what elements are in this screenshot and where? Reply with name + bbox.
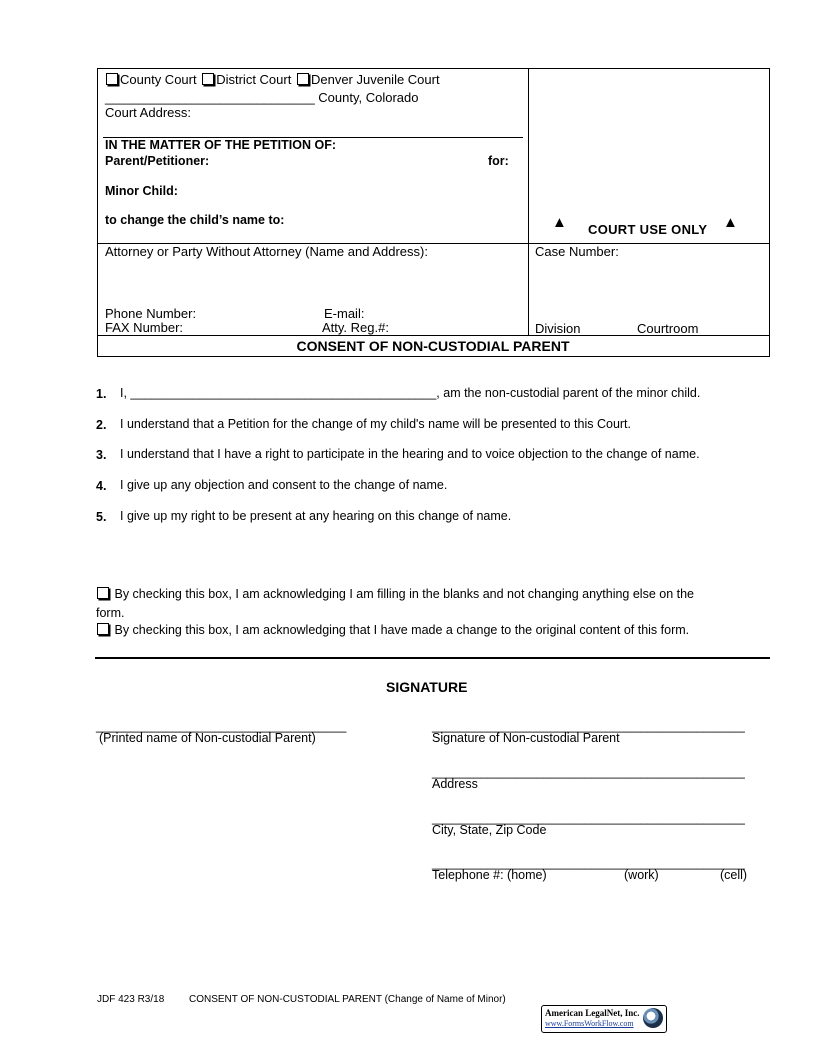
courtroom-label: Courtroom <box>637 321 699 336</box>
phone-label: Phone Number: <box>105 306 197 321</box>
county-court-label: County Court <box>120 72 197 87</box>
minor-child-label: Minor Child: <box>105 184 178 198</box>
statement-1-number: 1. <box>96 387 107 401</box>
statement-5-text: I give up my right to be present at any hearing on this change of name. <box>120 509 512 523</box>
court-address-label: Court Address: <box>105 105 191 120</box>
printed-name-line[interactable]: ____________________________________ <box>96 719 347 733</box>
signature-line[interactable]: _____________________________________________ <box>432 719 745 733</box>
matter-heading: IN THE MATTER OF THE PETITION OF: <box>105 138 337 152</box>
statement-4-text: I give up any objection and consent to the change of name. <box>120 478 448 492</box>
change-name-label: to change the child’s name to: <box>105 213 285 227</box>
statement-5-number: 5. <box>96 510 107 524</box>
cell-label: (cell) <box>720 868 748 882</box>
publisher-logo[interactable] <box>541 1005 667 1033</box>
county-court-checkbox[interactable] <box>106 73 118 85</box>
court-options <box>106 72 440 87</box>
email-label: E-mail: <box>324 306 365 321</box>
publisher-url[interactable]: www.FormsWorkFlow.com <box>545 1019 634 1028</box>
ack-checkbox-change-row <box>97 623 689 637</box>
telephone-line[interactable]: _____________________________________________ <box>432 856 745 870</box>
for-label: for: <box>488 154 509 168</box>
publisher-seal-icon <box>643 1008 663 1028</box>
footer-form-id: JDF 423 R3/18 <box>97 994 165 1005</box>
ack-blanks-text-cont: form. <box>96 606 125 620</box>
statement-2-text: I understand that a Petition for the change of my child's name will be presented to this Court. <box>120 417 632 431</box>
division-label: Division <box>535 321 581 336</box>
triangle-right-icon: ▲ <box>723 214 738 231</box>
case-number-label: Case Number: <box>535 244 619 259</box>
telephone-label: Telephone #: (home) <box>432 868 547 882</box>
address-line[interactable]: _____________________________________________ <box>432 765 745 779</box>
denver-juvenile-court-label: Denver Juvenile Court <box>310 72 440 87</box>
atty-reg-label: Atty. Reg.#: <box>322 320 389 335</box>
signature-label: Signature of Non-custodial Parent <box>432 731 620 745</box>
attorney-label: Attorney or Party Without Attorney (Name and Address): <box>105 244 428 259</box>
denver-juvenile-court-checkbox[interactable] <box>297 73 309 85</box>
form-title: CONSENT OF NON-CUSTODIAL PARENT <box>296 338 570 354</box>
parent-petitioner-label: Parent/Petitioner: <box>105 154 210 168</box>
district-court-label: District Court <box>216 72 292 87</box>
statement-1-text[interactable]: I, ____________________________________________, am the non-custodial parent of the minor child. <box>120 386 701 400</box>
statement-3-text: I understand that I have a right to participate in the hearing and to voice objection to the change of name. <box>120 447 700 461</box>
ack-checkbox-blanks-row <box>97 587 694 601</box>
ack-change-checkbox[interactable] <box>97 623 109 635</box>
court-use-only: COURT USE ONLY <box>588 222 708 237</box>
ack-change-text: By checking this box, I am acknowledging that I have made a change to the original content of this form. <box>114 623 690 637</box>
ack-blanks-checkbox[interactable] <box>97 587 109 599</box>
ack-blanks-text: By checking this box, I am acknowledging I am filling in the blanks and not changing anything else on the <box>114 587 695 601</box>
city-state-zip-line[interactable]: _____________________________________________ <box>432 811 745 825</box>
statement-3-number: 3. <box>96 448 107 462</box>
statement-4-number: 4. <box>96 479 107 493</box>
triangle-left-icon: ▲ <box>552 214 567 231</box>
section-divider <box>95 657 770 659</box>
work-label: (work) <box>624 868 659 882</box>
signature-heading: SIGNATURE <box>386 679 468 695</box>
city-state-zip-label: City, State, Zip Code <box>432 823 547 837</box>
county-line[interactable]: _____________________________ County, Colorado <box>105 90 419 105</box>
district-court-checkbox[interactable] <box>202 73 214 85</box>
printed-name-label: (Printed name of Non-custodial Parent) <box>99 731 316 745</box>
footer-form-name: CONSENT OF NON-CUSTODIAL PARENT (Change of Name of Minor) <box>189 994 506 1005</box>
fax-label: FAX Number: <box>105 320 184 335</box>
address-label: Address <box>432 777 478 791</box>
publisher-name: American LegalNet, Inc. <box>545 1008 640 1018</box>
caption-column-divider <box>528 68 529 335</box>
statement-2-number: 2. <box>96 418 107 432</box>
